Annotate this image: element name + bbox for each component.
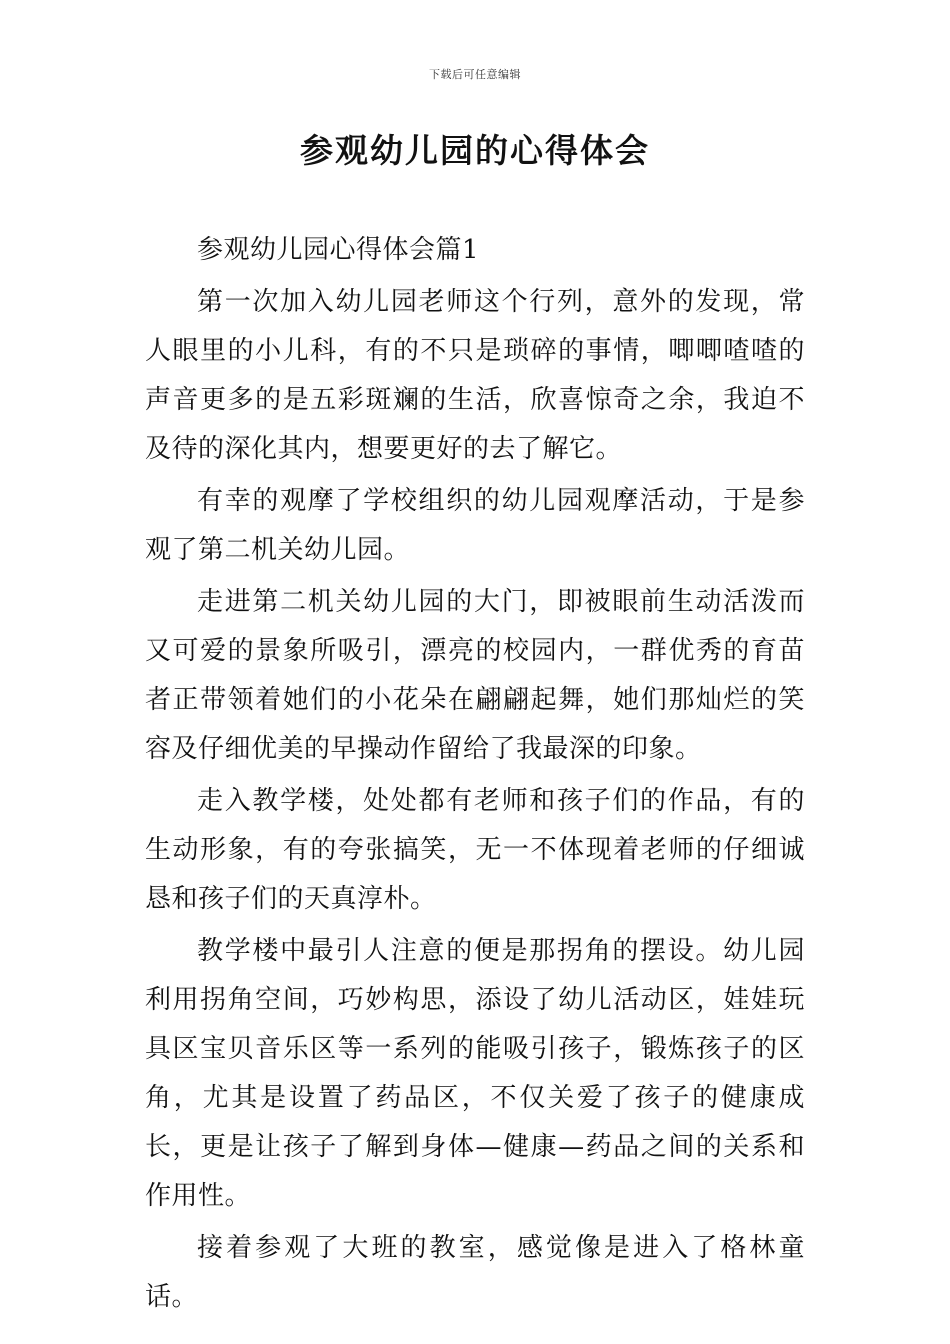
section-heading: 参观幼儿园心得体会篇1 xyxy=(197,235,480,265)
document-title: 参观幼儿园的心得体会 xyxy=(300,131,650,170)
body-paragraph: 教学楼中最引人注意的便是那拐角的摆设。幼儿园利用拐角空间，巧妙构思，添设了幼儿活动区，娃娃玩具区宝贝音乐区等一系列的能吸引孩子，锻炼孩子的区角，尤其是设置了药品区，不仅关爱了孩子的健康成长，更是让孩子了解到身体—健康—药品之间的关系和作用性。 xyxy=(145,936,805,1211)
document-body xyxy=(145,226,805,1322)
body-paragraph: 接着参观了大班的教室，感觉像是进入了格林童话。 xyxy=(145,1233,805,1312)
header-note: 下载后可任意编辑 xyxy=(429,68,521,81)
body-paragraph: 有幸的观摩了学校组织的幼儿园观摩活动，于是参观了第二机关幼儿园。 xyxy=(145,486,805,565)
body-paragraph: 走进第二机关幼儿园的大门，即被眼前生动活泼而又可爱的景象所吸引，漂亮的校园内，一群优秀的育苗者正带领着她们的小花朵在翩翩起舞，她们那灿烂的笑容及仔细优美的早操动作留给了我最深的印象。 xyxy=(145,587,805,764)
body-paragraph: 第一次加入幼儿园老师这个行列，意外的发现，常人眼里的小儿科，有的不只是琐碎的事情，唧唧喳喳的声音更多的是五彩斑斓的生活，欣喜惊奇之余，我迫不及待的深化其内，想要更好的去了解它。 xyxy=(145,287,805,464)
body-paragraph: 走入教学楼，处处都有老师和孩子们的作品，有的生动形象，有的夸张搞笑，无一不体现着老师的仔细诚恳和孩子们的天真淳朴。 xyxy=(145,786,805,914)
